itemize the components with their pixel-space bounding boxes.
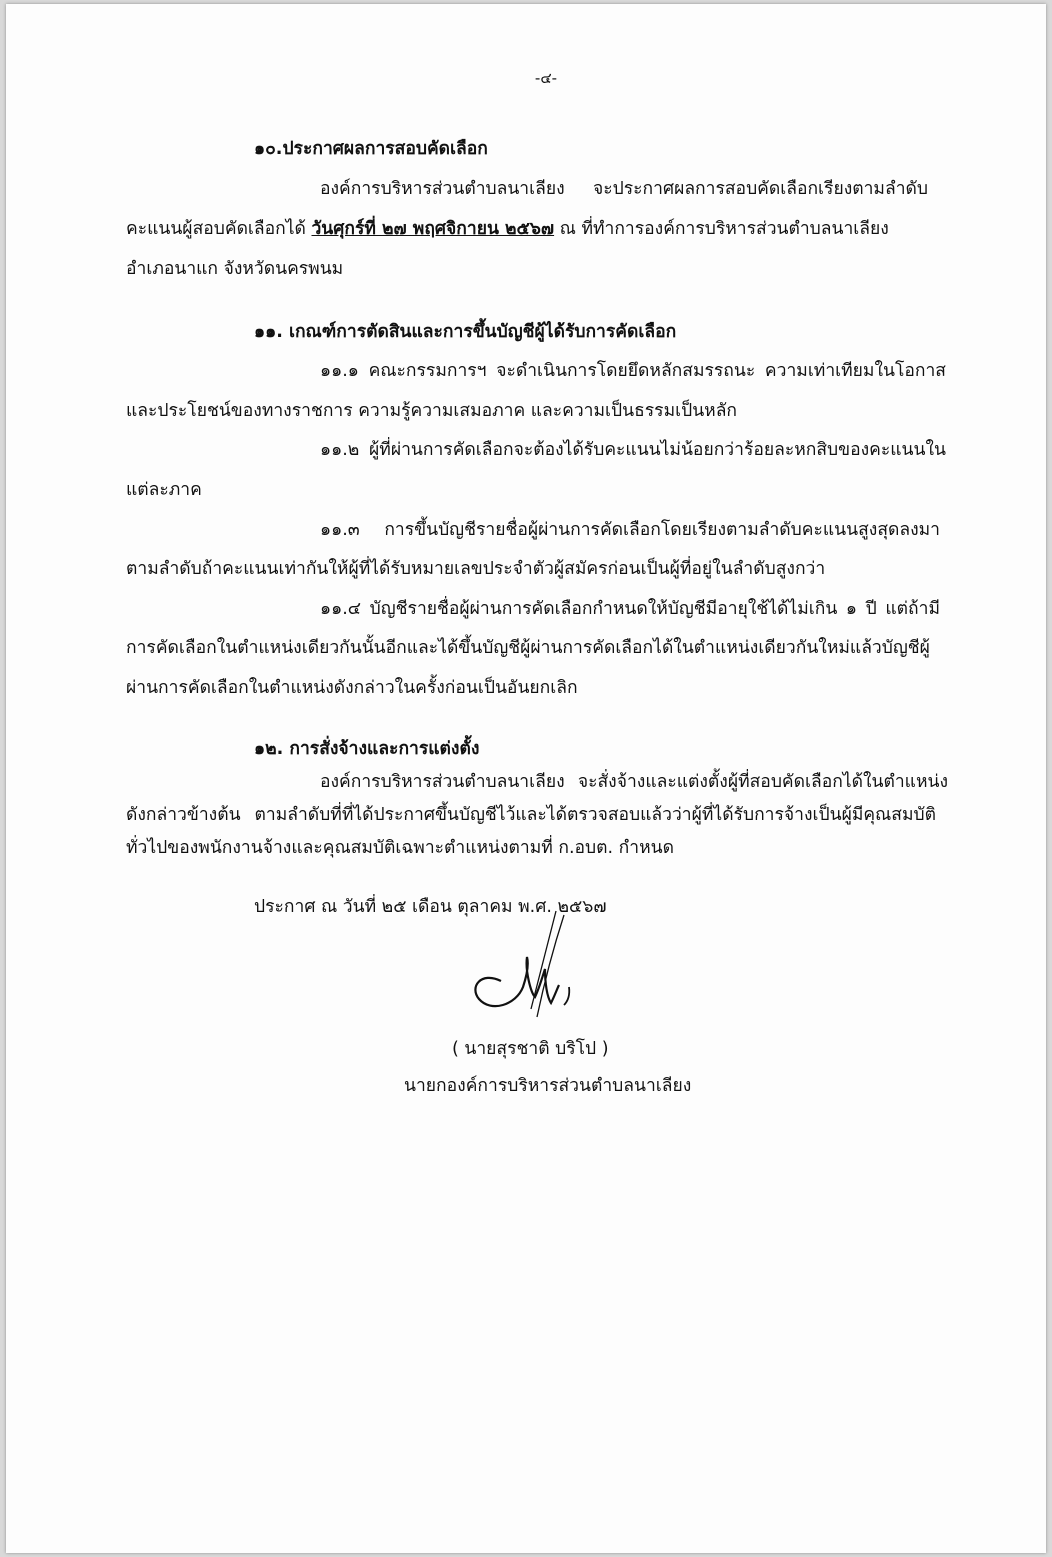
signer-title: นายกองค์การบริหารส่วนตำบลนาเลียง (404, 1076, 692, 1096)
section-12-heading: ๑๒. การสั่งจ้างและการแต่งตั้ง (254, 739, 480, 759)
results-date: วันศุกร์ที่ ๒๗ พฤศจิกายน ๒๕๖๗ (311, 219, 555, 239)
section-11-1-line-2: และประโยชน์ของทางราชการ ความรู้ความเสมอภาค และความเป็นธรรมเป็นหลัก (126, 401, 738, 421)
section-10-line-2-post: ณ ที่ทำการองค์การบริหารส่วนตำบลนาเลียง (554, 219, 889, 239)
section-12-line-2: ดังกล่าวข้างต้น ตามลำดับที่ที่ได้ประกาศขึ้นบัญชีไว้และได้ตรวจสอบแล้วว่าผู้ที่ได้รับการจ้างเป็นผู้มีคุณสมบัติ (126, 805, 936, 825)
section-11-3-line-1: ๑๑.๓ การขึ้นบัญชีรายชื่อผู้ผ่านการคัดเลือกโดยเรียงตามลำดับคะแนนสูงสุดลงมา (320, 520, 940, 540)
section-12-line-1: องค์การบริหารส่วนตำบลนาเลียง จะสั่งจ้างและแต่งตั้งผู้ที่สอบคัดเลือกได้ในตำแหน่ง (320, 772, 948, 792)
signature-icon (461, 909, 591, 1029)
section-11-4-line-2: การคัดเลือกในตำแหน่งเดียวกันนั้นอีกและได้ขึ้นบัญชีผู้ผ่านการคัดเลือกได้ในตำแหน่งเดียวกันใหม่แล้วบัญชีผู้ (126, 638, 930, 658)
page-number: -๔- (534, 69, 558, 87)
section-11-4-line-3: ผ่านการคัดเลือกในตำแหน่งดังกล่าวในครั้งก่อนเป็นอันยกเลิก (126, 678, 578, 698)
section-12-line-3: ทั่วไปของพนักงานจ้างและคุณสมบัติเฉพาะตำแหน่งตามที่ ก.อบต. กำหนด (126, 838, 674, 858)
section-11-2-line-2: แต่ละภาค (126, 480, 202, 500)
document-page (6, 4, 1046, 1553)
section-11-2-line-1: ๑๑.๒ ผู้ที่ผ่านการคัดเลือกจะต้องได้รับคะแนนไม่น้อยกว่าร้อยละหกสิบของคะแนนใน (320, 440, 946, 460)
section-10-line-2-pre: คะแนนผู้สอบคัดเลือกได้ (126, 219, 312, 239)
section-10-line-2 (126, 217, 889, 241)
section-11-1-line-1: ๑๑.๑ คณะกรรมการฯ จะดำเนินการโดยยึดหลักสมรรถนะ ความเท่าเทียมในโอกาส (320, 361, 946, 381)
section-11-3-line-2: ตามลำดับถ้าคะแนนเท่ากันให้ผู้ที่ได้รับหมายเลขประจำตัวผู้สมัครก่อนเป็นผู้ที่อยู่ในลำดับสูงกว่า (126, 559, 826, 579)
section-10-line-3: อำเภอนาแก จังหวัดนครพนม (126, 259, 344, 279)
section-11-heading: ๑๑. เกณฑ์การตัดสินและการขึ้นบัญชีผู้ได้รับการคัดเลือก (254, 322, 677, 342)
section-10-heading: ๑๐.ประกาศผลการสอบคัดเลือก (254, 139, 488, 159)
section-10-line-1: องค์การบริหารส่วนตำบลนาเลียง จะประกาศผลการสอบคัดเลือกเรียงตามลำดับ (320, 179, 928, 199)
signer-name: ( นายสุรชาติ บริโป ) (452, 1039, 609, 1059)
announcement-date: ประกาศ ณ วันที่ ๒๕ เดือน ตุลาคม พ.ศ. ๒๕๖๗ (254, 897, 607, 917)
section-11-4-line-1: ๑๑.๔ บัญชีรายชื่อผู้ผ่านการคัดเลือกกำหนดให้บัญชีมีอายุใช้ได้ไม่เกิน ๑ ปี แต่ถ้ามี (320, 599, 940, 619)
